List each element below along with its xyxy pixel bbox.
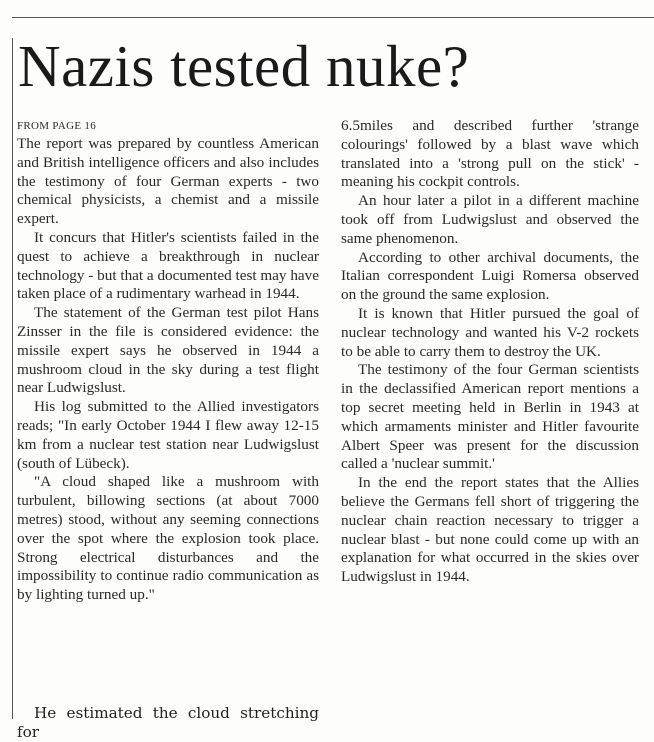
paragraph: His log submitted to the Allied investigators reads; "In early October 1944 I flew away 12-15 km from a nuclear test station near Ludwigslust (south of Lübeck). — [17, 398, 319, 472]
paragraph: The statement of the German test pilot Hans Zinsser in the file is considered evidence: the missile expert says he observed in 1944 a mushroom cloud in the sky during a test flight near Ludwigslust. — [17, 304, 319, 397]
paragraph: In the end the report states that the Allies believe the Germans fell short of triggering the nuclear chain reaction necessary to trigger a nuclear blast - but none could come up with an explanation for what occurred in the skies over Ludwigslust in 1944. — [341, 474, 639, 586]
headline: Nazis tested nuke? — [18, 33, 470, 99]
paragraph: He estimated the cloud stretching for — [17, 704, 319, 741]
paragraph: 6.5miles and described further 'strange colourings' followed by a blast wave which translated into a 'strong pull on the stick' - meaning his cockpit controls. — [341, 117, 639, 191]
column-left — [17, 119, 319, 605]
paragraph: The testimony of the four German scientists in the declassified American report mentions a top secret meeting held in Berlin in 1943 at which armaments minister and Hitler favourite Albert Speer was present for the discussion called a 'nuclear summit.' — [341, 361, 639, 473]
column-right — [341, 117, 639, 587]
column-rule — [12, 38, 13, 719]
paragraph: "A cloud shaped like a mushroom with turbulent, billowing sections (at about 7000 metres) stood, without any seeming connections over the spot where the explosion took place. Strong electrical disturbances and the impossibility to continue radio communication as by lighting turned up." — [17, 473, 319, 604]
continued-line — [17, 704, 319, 741]
top-rule — [12, 17, 654, 18]
paragraph: It concurs that Hitler's scientists failed in the quest to achieve a breakthrough in nuclear technology - but that a documented test may have taken place of a rudimentary warhead in 1944. — [17, 228, 319, 303]
paragraph: An hour later a pilot in a different machine took off from Ludwigslust and observed the same phenomenon. — [341, 192, 639, 247]
paragraph: It is known that Hitler pursued the goal of nuclear technology and wanted his V-2 rockets to be able to carry them to destroy the UK. — [341, 304, 639, 360]
paragraph: The report was prepared by countless American and British intelligence officers and also includes the testimony of four German experts - two chemical physicists, a chemist and a missile expert. — [17, 135, 319, 228]
kicker: FROM PAGE 16 — [17, 120, 96, 132]
paragraph: According to other archival documents, the Italian correspondent Luigi Romersa observed on the ground the same explosion. — [341, 248, 639, 304]
